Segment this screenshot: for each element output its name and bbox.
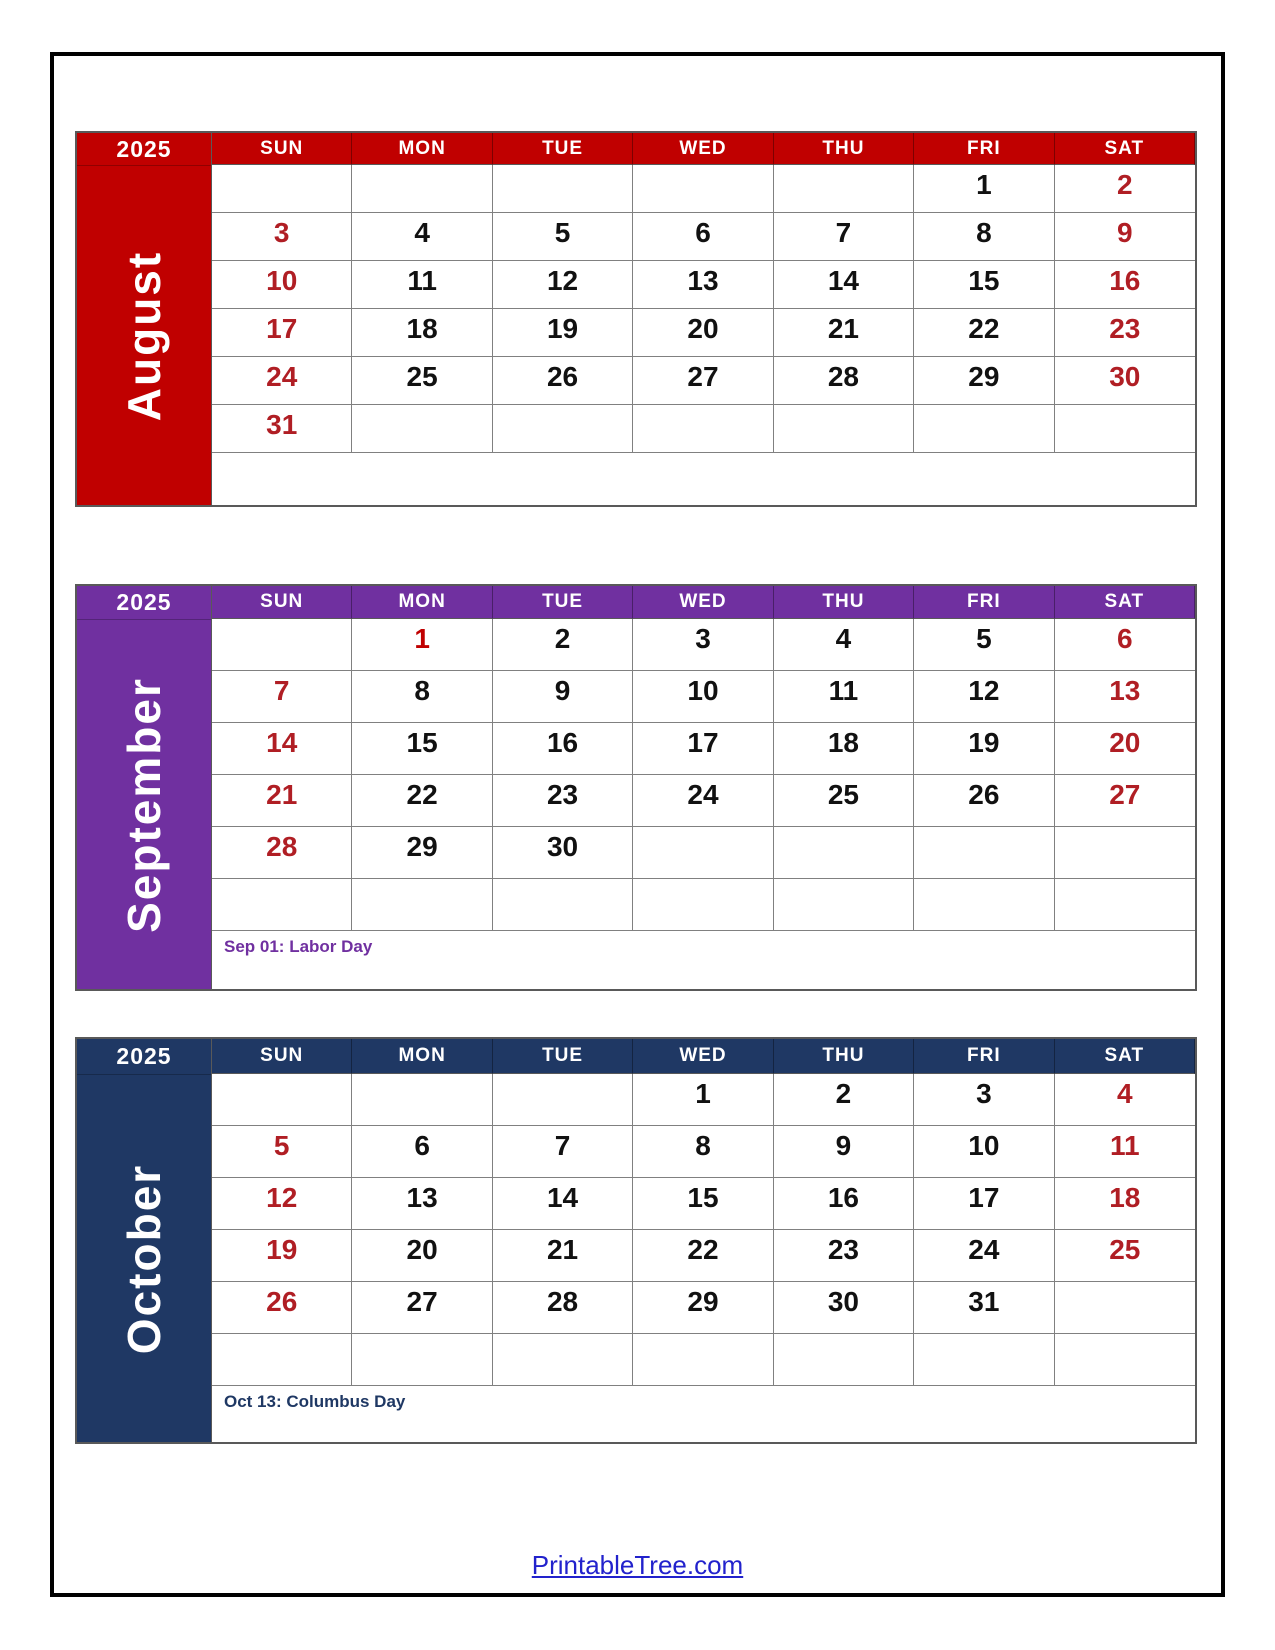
day-cell: 27 (633, 357, 773, 405)
day-cell (493, 405, 633, 453)
day-cell: 20 (352, 1230, 492, 1282)
weekday-header: MON (352, 1039, 492, 1074)
day-cell: 13 (1055, 671, 1195, 723)
weekday-header: TUE (493, 586, 633, 619)
weekday-header: SUN (212, 1039, 352, 1074)
day-cell: 1 (633, 1074, 773, 1126)
day-cell: 8 (914, 213, 1054, 261)
year-label: 2025 (77, 1039, 211, 1075)
day-cell (352, 879, 492, 931)
day-cell (352, 165, 492, 213)
day-cell (1055, 1334, 1195, 1386)
holiday-note: Oct 13: Columbus Day (224, 1392, 406, 1411)
day-cell (774, 405, 914, 453)
day-cell: 31 (914, 1282, 1054, 1334)
weekday-header: FRI (914, 586, 1054, 619)
day-cell: 21 (774, 309, 914, 357)
day-cell (1055, 827, 1195, 879)
day-cell: 10 (212, 261, 352, 309)
day-cell (914, 405, 1054, 453)
day-cell: 8 (352, 671, 492, 723)
day-cell (493, 1074, 633, 1126)
day-cell: 26 (212, 1282, 352, 1334)
weekday-header: WED (633, 133, 773, 165)
day-cell: 24 (914, 1230, 1054, 1282)
september-sidebar (77, 586, 212, 989)
day-cell (633, 165, 773, 213)
day-cell: 11 (774, 671, 914, 723)
day-cell (352, 405, 492, 453)
day-cell (493, 165, 633, 213)
day-cell: 26 (493, 357, 633, 405)
day-cell (774, 879, 914, 931)
day-cell: 9 (493, 671, 633, 723)
day-cell (914, 1334, 1054, 1386)
day-cell (914, 879, 1054, 931)
day-cell: 1 (352, 619, 492, 671)
day-cell: 1 (914, 165, 1054, 213)
weekday-header: WED (633, 586, 773, 619)
day-cell (1055, 405, 1195, 453)
day-cell: 4 (774, 619, 914, 671)
month-label: September (118, 676, 170, 933)
day-cell: 18 (1055, 1178, 1195, 1230)
year-label: 2025 (77, 586, 211, 620)
october-sidebar (77, 1039, 212, 1442)
day-cell (1055, 1282, 1195, 1334)
day-cell: 4 (352, 213, 492, 261)
day-cell: 28 (493, 1282, 633, 1334)
day-cell (212, 1074, 352, 1126)
weekday-header: MON (352, 133, 492, 165)
day-cell (633, 1334, 773, 1386)
day-cell (1055, 879, 1195, 931)
month-name-container (77, 166, 211, 505)
day-cell: 16 (774, 1178, 914, 1230)
august-calendar (75, 131, 1197, 507)
day-cell (352, 1074, 492, 1126)
day-cell: 7 (493, 1126, 633, 1178)
day-cell: 14 (212, 723, 352, 775)
day-cell: 12 (914, 671, 1054, 723)
day-cell: 26 (914, 775, 1054, 827)
october-grid (75, 1037, 1197, 1444)
weekday-header: THU (774, 1039, 914, 1074)
day-cell: 3 (633, 619, 773, 671)
day-cell: 16 (1055, 261, 1195, 309)
month-label: August (118, 250, 171, 421)
day-cell (212, 1334, 352, 1386)
day-cell: 27 (1055, 775, 1195, 827)
day-cell: 11 (1055, 1126, 1195, 1178)
day-cell (493, 879, 633, 931)
day-cell: 12 (493, 261, 633, 309)
day-cell: 21 (493, 1230, 633, 1282)
weekday-header: FRI (914, 133, 1054, 165)
weekday-header: WED (633, 1039, 773, 1074)
day-cell: 2 (1055, 165, 1195, 213)
footer (54, 1550, 1221, 1581)
day-cell: 22 (633, 1230, 773, 1282)
day-cell: 23 (774, 1230, 914, 1282)
august-grid (75, 131, 1197, 507)
day-cell: 6 (633, 213, 773, 261)
holiday-note (212, 453, 1195, 505)
day-cell: 15 (914, 261, 1054, 309)
day-cell: 12 (212, 1178, 352, 1230)
day-cell: 18 (774, 723, 914, 775)
day-cell: 25 (352, 357, 492, 405)
weekday-header: SAT (1055, 586, 1195, 619)
weekday-header: THU (774, 586, 914, 619)
day-cell (352, 1334, 492, 1386)
day-cell: 14 (774, 261, 914, 309)
weekday-header: MON (352, 586, 492, 619)
day-cell: 7 (212, 671, 352, 723)
day-cell (493, 1334, 633, 1386)
day-cell: 13 (633, 261, 773, 309)
day-cell (774, 165, 914, 213)
day-cell (914, 827, 1054, 879)
day-cell: 17 (212, 309, 352, 357)
day-cell (212, 619, 352, 671)
september-calendar (75, 584, 1197, 991)
weekday-header: TUE (493, 133, 633, 165)
day-cell: 29 (914, 357, 1054, 405)
august-sidebar (77, 133, 212, 505)
month-name-container (77, 620, 211, 989)
day-cell: 19 (212, 1230, 352, 1282)
printabletree-link[interactable]: PrintableTree.com (531, 1550, 744, 1580)
day-cell: 30 (1055, 357, 1195, 405)
day-cell (633, 827, 773, 879)
day-cell: 24 (633, 775, 773, 827)
day-cell: 21 (212, 775, 352, 827)
day-cell: 4 (1055, 1074, 1195, 1126)
weekday-header: THU (774, 133, 914, 165)
weekday-header: SUN (212, 586, 352, 619)
day-cell: 15 (352, 723, 492, 775)
day-cell: 5 (493, 213, 633, 261)
day-cell: 9 (774, 1126, 914, 1178)
day-cell: 23 (493, 775, 633, 827)
day-cell (212, 879, 352, 931)
weekday-header: TUE (493, 1039, 633, 1074)
day-cell (633, 879, 773, 931)
day-cell: 3 (212, 213, 352, 261)
day-cell: 25 (774, 775, 914, 827)
month-name-container (77, 1075, 211, 1442)
weekday-header: SUN (212, 133, 352, 165)
day-cell: 6 (1055, 619, 1195, 671)
day-cell: 24 (212, 357, 352, 405)
year-label: 2025 (77, 133, 211, 166)
weekday-header: SAT (1055, 133, 1195, 165)
day-cell: 18 (352, 309, 492, 357)
day-cell: 28 (212, 827, 352, 879)
october-calendar (75, 1037, 1197, 1444)
day-cell: 13 (352, 1178, 492, 1230)
day-cell: 30 (493, 827, 633, 879)
day-cell (212, 165, 352, 213)
page-border (50, 52, 1225, 1597)
day-cell: 16 (493, 723, 633, 775)
day-cell (633, 405, 773, 453)
day-cell: 19 (914, 723, 1054, 775)
day-cell: 3 (914, 1074, 1054, 1126)
weekday-header: SAT (1055, 1039, 1195, 1074)
day-cell: 5 (914, 619, 1054, 671)
month-label: October (118, 1163, 170, 1354)
day-cell: 30 (774, 1282, 914, 1334)
day-cell: 20 (1055, 723, 1195, 775)
day-cell: 25 (1055, 1230, 1195, 1282)
day-cell: 10 (914, 1126, 1054, 1178)
day-cell: 6 (352, 1126, 492, 1178)
day-cell: 31 (212, 405, 352, 453)
day-cell: 17 (914, 1178, 1054, 1230)
day-cell: 14 (493, 1178, 633, 1230)
day-cell: 28 (774, 357, 914, 405)
day-cell: 22 (352, 775, 492, 827)
day-cell: 29 (633, 1282, 773, 1334)
day-cell: 19 (493, 309, 633, 357)
day-cell: 11 (352, 261, 492, 309)
day-cell: 15 (633, 1178, 773, 1230)
day-cell: 5 (212, 1126, 352, 1178)
day-cell: 20 (633, 309, 773, 357)
day-cell: 2 (493, 619, 633, 671)
day-cell: 9 (1055, 213, 1195, 261)
day-cell: 17 (633, 723, 773, 775)
day-cell (774, 1334, 914, 1386)
september-grid (75, 584, 1197, 991)
holiday-note: Sep 01: Labor Day (224, 937, 373, 956)
day-cell: 23 (1055, 309, 1195, 357)
day-cell: 27 (352, 1282, 492, 1334)
day-cell: 7 (774, 213, 914, 261)
day-cell: 2 (774, 1074, 914, 1126)
weekday-header: FRI (914, 1039, 1054, 1074)
day-cell (774, 827, 914, 879)
day-cell: 10 (633, 671, 773, 723)
day-cell: 8 (633, 1126, 773, 1178)
day-cell: 29 (352, 827, 492, 879)
day-cell: 22 (914, 309, 1054, 357)
